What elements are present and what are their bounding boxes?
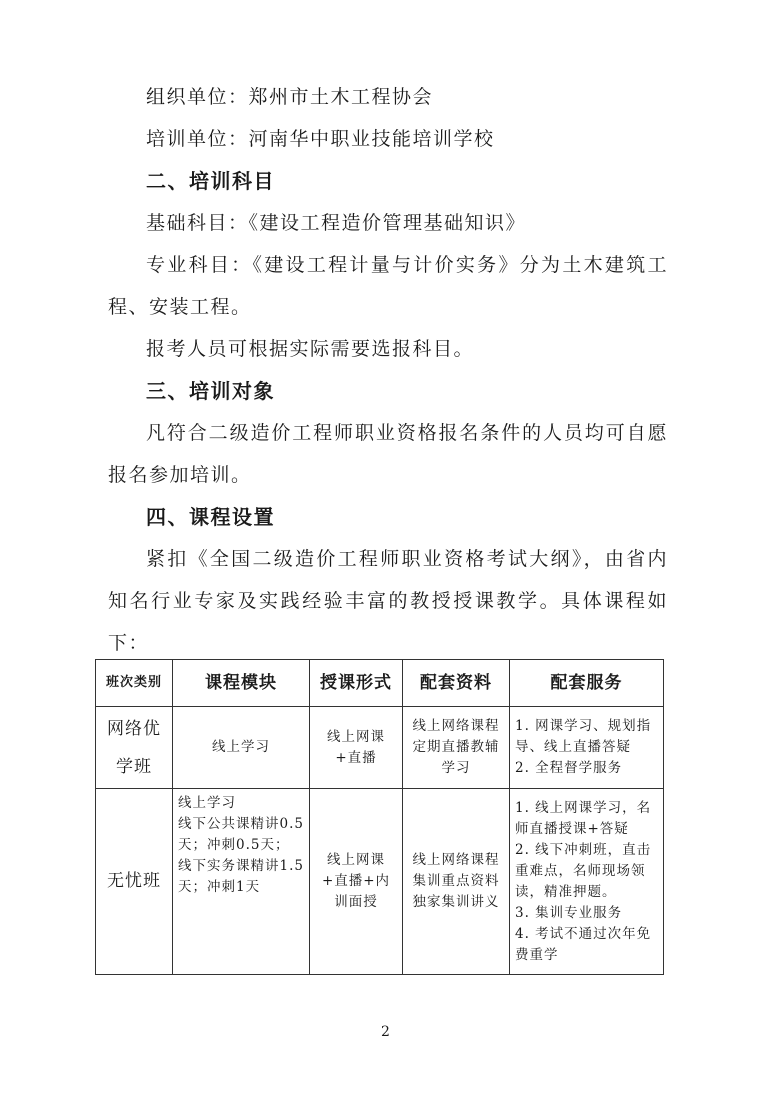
header-materials: 配套资料 xyxy=(403,660,510,707)
row1-module: 线上学习 xyxy=(173,707,310,789)
row1-class: 网络优学班 xyxy=(96,707,173,789)
section-heading-courses: 四、课程设置 xyxy=(146,505,275,529)
table-row xyxy=(96,707,664,789)
row2-service-item: 4. 考试不通过次年免费重学 xyxy=(515,925,652,963)
row2-module-item: 线下公共课精讲0.5天；冲刺0.5天； xyxy=(178,816,304,853)
page-number: 2 xyxy=(381,1024,390,1040)
subject-note: 报考人员可根据实际需要选报科目。 xyxy=(146,338,475,360)
courses-text: 紧扣《全国二级造价工程师职业资格考试大纲》，由省内知名行业专家及实践经验丰富的教授授课教学。具体课程如下： xyxy=(108,548,668,654)
professional-subject: 专业科目：《建设工程计量与计价实务》分为土木建筑工程、安装工程。 xyxy=(108,254,668,318)
row2-service-item: 1. 线上网课学习，名师直播授课+答疑 xyxy=(515,799,652,837)
row2-service-item: 2. 线下冲刺班，直击重难点，名师现场领读，精准押题。 xyxy=(515,841,652,900)
row2-class: 无忧班 xyxy=(96,789,173,975)
table-row xyxy=(96,789,664,975)
header-class: 班次类别 xyxy=(96,660,173,707)
row1-services xyxy=(510,707,664,789)
audience-text: 凡符合二级造价工程师职业资格报名条件的人员均可自愿报名参加培训。 xyxy=(108,422,668,486)
section-heading-subjects: 二、培训科目 xyxy=(146,169,275,193)
row1-service-item: 1. 网课学习、规划指导、线上直播答疑 xyxy=(515,718,652,755)
section-heading-audience: 三、培训对象 xyxy=(146,379,275,403)
row1-materials: 线上网络课程定期直播教辅学习 xyxy=(403,707,510,789)
row2-form: 线上网课+直播+内训面授 xyxy=(310,789,403,975)
row2-module-item: 线下实务课精讲1.5天；冲刺1天 xyxy=(178,858,304,895)
row2-services xyxy=(510,789,664,975)
header-module: 课程模块 xyxy=(173,660,310,707)
header-services: 配套服务 xyxy=(510,660,664,707)
basic-subject: 基础科目：《建设工程造价管理基础知识》 xyxy=(146,212,527,234)
training-unit-line: 培训单位：河南华中职业技能培训学校 xyxy=(146,128,495,150)
row1-service-item: 2. 全程督学服务 xyxy=(515,760,623,776)
header-form: 授课形式 xyxy=(310,660,403,707)
row2-service-item: 3. 集训专业服务 xyxy=(515,904,623,921)
organizer-line: 组织单位：郑州市土木工程协会 xyxy=(146,86,434,108)
row2-module-item: 线上学习 xyxy=(178,795,236,811)
table-header-row xyxy=(96,660,664,707)
row2-module xyxy=(173,789,310,975)
row2-materials: 线上网络课程集训重点资料独家集训讲义 xyxy=(403,789,510,975)
course-table xyxy=(95,659,664,975)
row1-form: 线上网课+直播 xyxy=(310,707,403,789)
